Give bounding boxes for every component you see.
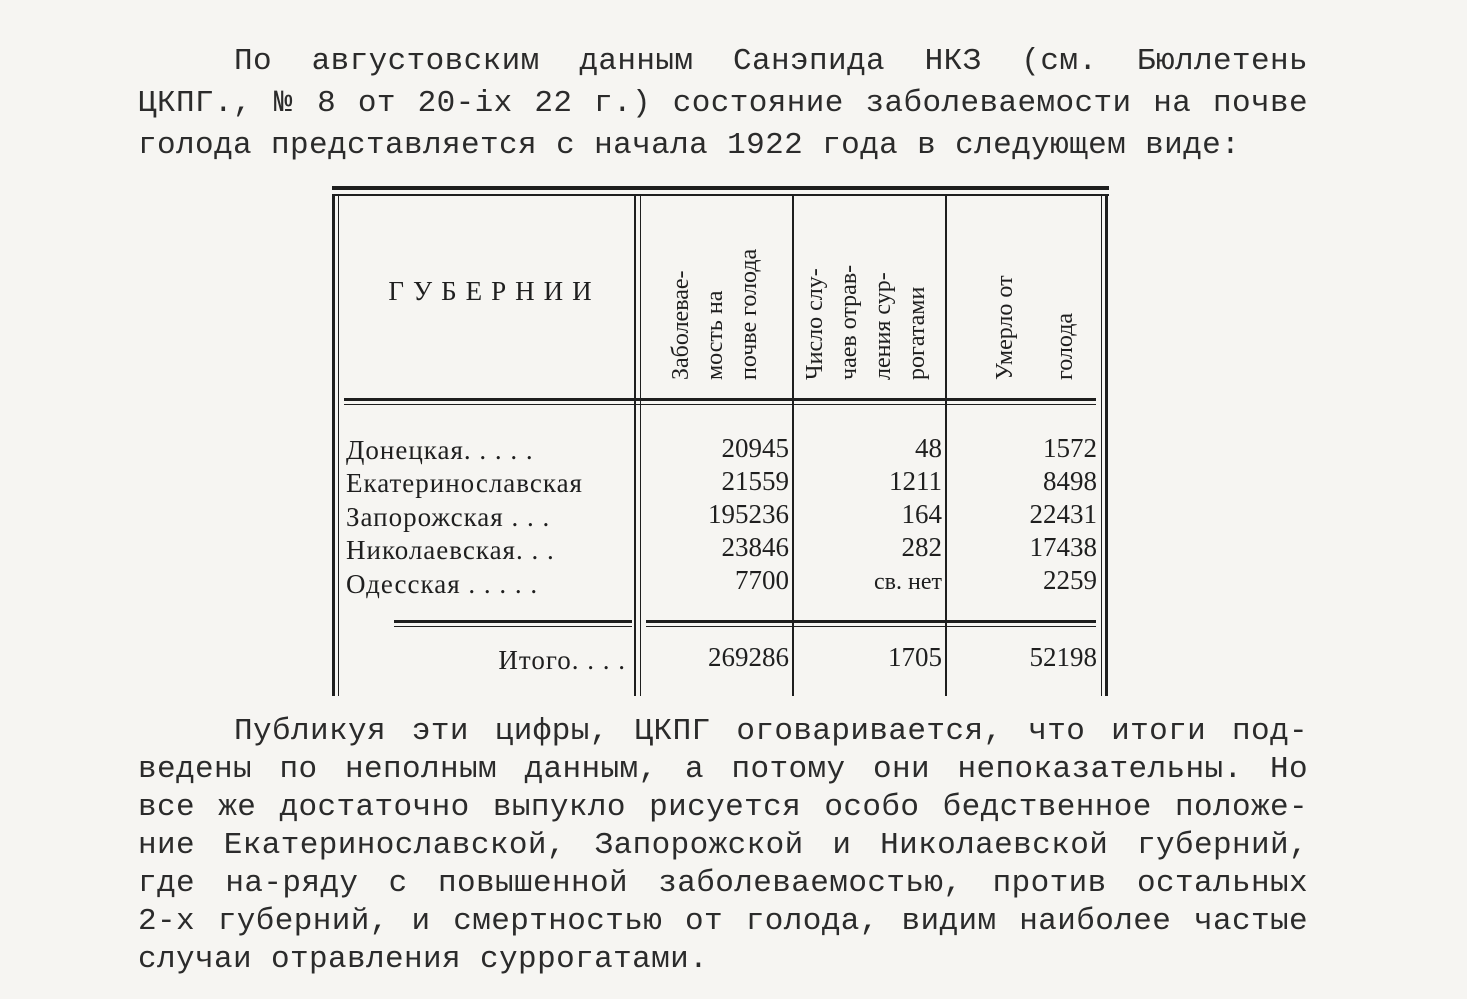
header-rule [344, 398, 1096, 401]
intro-line: голода представляется с начала 1922 года в следующем виде: [138, 128, 1241, 163]
row-province: Донецкая. . . . . [346, 435, 534, 465]
table-left-border [332, 196, 335, 696]
row-deaths: 1572 [1043, 433, 1097, 463]
row-deaths: 17438 [1029, 532, 1097, 562]
row-morbidity: 195236 [708, 499, 789, 529]
row-morbidity: 23846 [721, 532, 789, 562]
total-rule-thin [394, 626, 632, 627]
statistics-table [332, 186, 1109, 698]
conclusion-line: случаи отравления суррогатами. [138, 942, 709, 977]
row-poisoning: 1211 [889, 466, 942, 496]
row-poisoning: 48 [915, 433, 942, 463]
intro-line: По августовским данным Санэпида НКЗ (см. Бюллетень [234, 44, 1308, 79]
row-morbidity: 7700 [735, 565, 789, 595]
conclusion-line: Публикуя эти цифры, ЦКПГ оговаривается, что итоги под- [234, 714, 1308, 749]
total-morbidity: 269286 [708, 642, 789, 672]
conclusion-line: 2-х губерний, и смертностью от голода, видим наиболее частые [138, 904, 1308, 939]
row-morbidity: 21559 [721, 466, 789, 496]
conclusion-line: все же достаточно выпукло рисуется особо бедственное положе- [138, 790, 1308, 825]
table-top-rule [332, 186, 1109, 190]
row-province: Запорожская . . . [346, 502, 551, 532]
column-separator [634, 196, 636, 696]
row-poisoning: 164 [901, 499, 942, 529]
total-rule [394, 620, 632, 623]
intro-line: ЦКПГ., № 8 от 20-ix 22 г.) состояние заболеваемости на почве [138, 86, 1308, 121]
total-label: Итого. . . . [498, 645, 626, 675]
row-poisoning: 282 [901, 532, 942, 562]
conclusion-line: ние Екатеринославской, Запорожской и Николаевской губерний, [138, 828, 1308, 863]
row-poisoning: св. нет [874, 569, 942, 595]
header-province: ГУБЕРНИИ [388, 276, 601, 306]
row-province: Екатеринославская [346, 468, 583, 498]
row-deaths: 22431 [1029, 499, 1097, 529]
table-top-rule-thin [332, 194, 1109, 196]
column-separator [640, 196, 641, 696]
header-deaths: Умерло от голода [992, 275, 1078, 380]
total-rule [646, 620, 1096, 623]
conclusion-line: ведены по неполным данным, а потому они непоказательны. Но [138, 752, 1308, 787]
table-left-border-thin [338, 196, 339, 696]
row-deaths: 8498 [1043, 466, 1097, 496]
conclusion-line: где на-ряду с повышенной заболеваемостью, против остальных [138, 866, 1308, 901]
row-deaths: 2259 [1043, 565, 1097, 595]
row-morbidity: 20945 [721, 433, 789, 463]
total-deaths: 52198 [1029, 642, 1097, 672]
table-right-border [1105, 196, 1108, 696]
row-province: Одесская . . . . . [346, 569, 539, 599]
row-province: Николаевская. . . [346, 535, 555, 565]
table-right-border-thin [1101, 196, 1102, 696]
total-rule-thin [646, 626, 1096, 627]
header-poisoning: Число слу- чаев отрав- ления сур- рогатами [802, 264, 930, 380]
header-morbidity: Заболевае- мость на почве голода [668, 248, 762, 380]
total-poisoning: 1705 [888, 642, 942, 672]
header-rule-thin [344, 404, 1096, 405]
